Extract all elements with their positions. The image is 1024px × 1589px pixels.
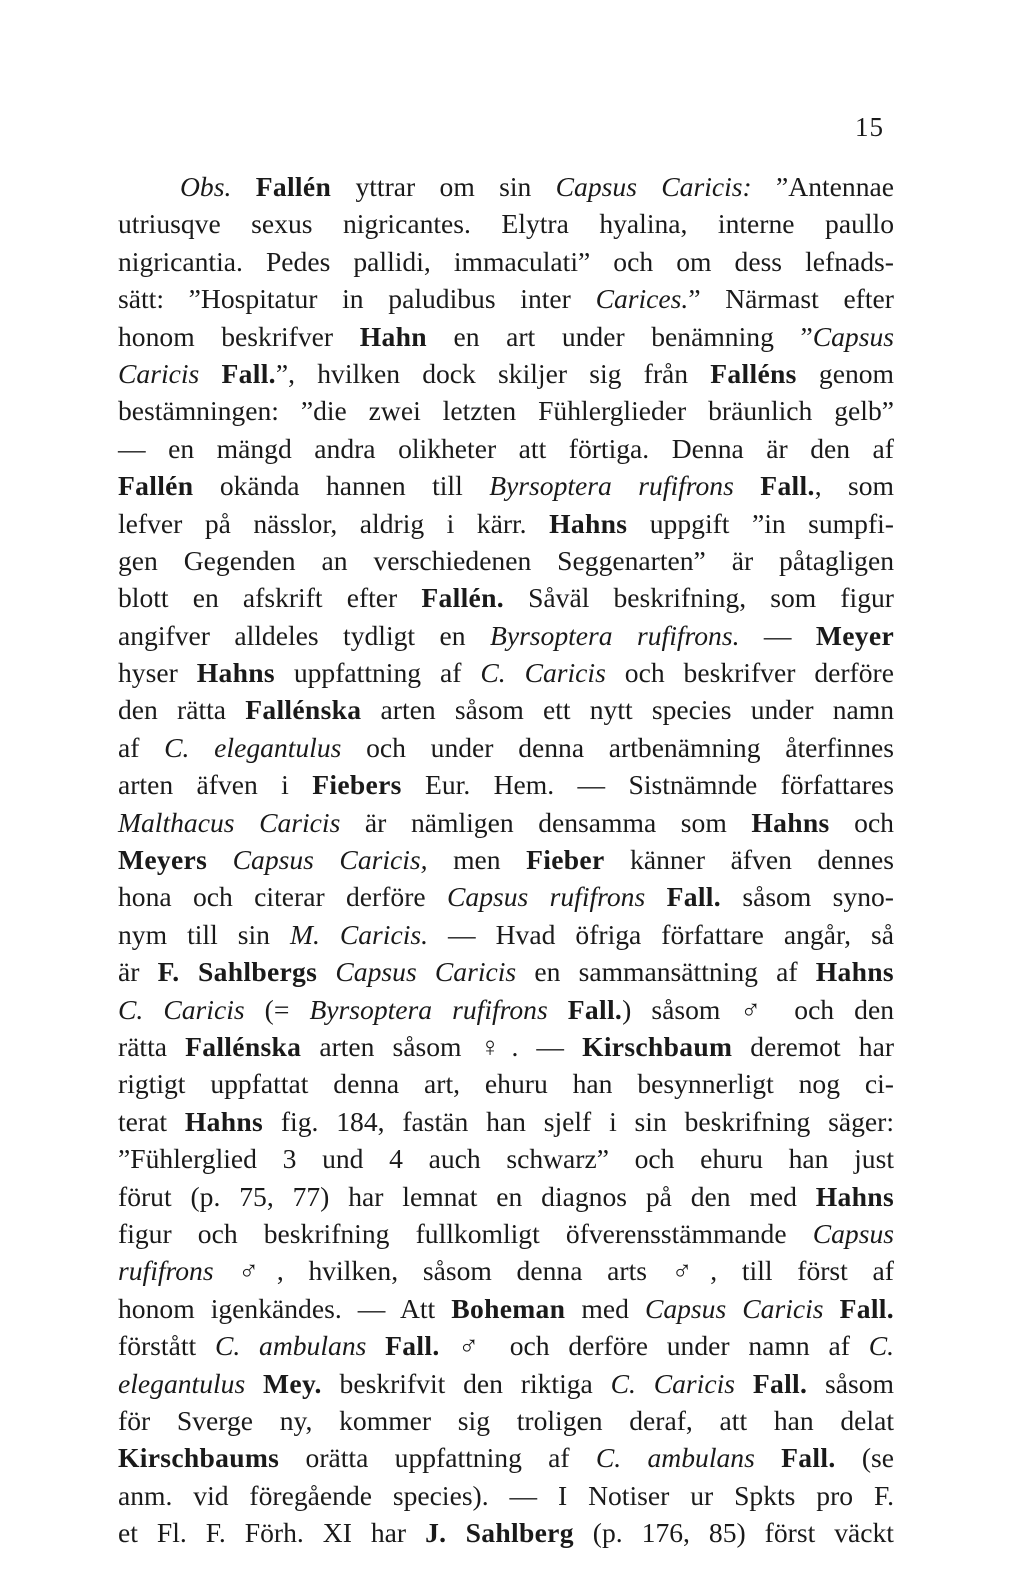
text-line: Malthacus Caricis är nämligen densamma som Hahns och	[118, 806, 894, 838]
text-line: anm. vid föregående species). — I Notiser ur Spkts pro F.	[118, 1479, 894, 1511]
text-line: elegantulus Mey. beskrifvit den riktiga C. Caricis Fall. såsom	[118, 1367, 895, 1399]
text-line: nym till sin M. Caricis. — Hvad öfriga författare angår, så	[118, 918, 894, 950]
text-line: den rätta Fallénska arten såsom ett nytt species under namn	[118, 694, 894, 726]
text-line: förstått C. ambulans Fall. ♂ och derföre under namn af C.	[118, 1330, 894, 1362]
text-line: honom igenkändes. — Att Boheman med Capsus Caricis Fall.	[118, 1292, 894, 1324]
text-line: är F. Sahlbergs Capsus Caricis en sammansättning af Hahns	[118, 956, 894, 988]
text-line: angifver alldeles tydligt en Byrsoptera rufifrons. — Meyer	[118, 619, 894, 651]
text-line: för Sverge ny, kommer sig troligen deraf, att han delat	[118, 1404, 894, 1436]
text-line: rufifrons ♂, hvilken, såsom denna arts ♂, till först af	[118, 1255, 894, 1287]
text-line: et Fl. F. Förh. XI har J. Sahlberg (p. 176, 85) först väckt	[118, 1517, 894, 1549]
text-line: förut (p. 75, 77) har lemnat en diagnos på den med Hahns	[118, 1180, 894, 1212]
text-line: lefver på nässlor, aldrig i kärr. Hahns uppgift ”in sumpfi-	[118, 507, 894, 539]
body-text	[118, 168, 894, 1551]
text-line: Fallén okända hannen till Byrsoptera rufifrons Fall., som	[118, 470, 895, 502]
page-number: 15	[855, 112, 884, 142]
text-line: hona och citerar derföre Capsus rufifrons Fall. såsom syno-	[118, 881, 894, 913]
text-line: Caricis Fall.”, hvilken dock skiljer sig från Falléns genom	[118, 357, 894, 389]
text-line: sätt: ”Hospitatur in paludibus inter Carices.” Närmast efter	[118, 283, 894, 315]
text-line: C. Caricis (= Byrsoptera rufifrons Fall.) såsom ♂ och den	[118, 993, 894, 1025]
text-line: utriusqve sexus nigricantes. Elytra hyalina, interne paullo	[118, 208, 894, 240]
text-line: Meyers Capsus Caricis, men Fieber känner äfven dennes	[118, 844, 895, 876]
text-line: blott en afskrift efter Fallén. Såväl beskrifning, som figur	[118, 582, 894, 614]
text-line: rätta Fallénska arten såsom ♀. — Kirschbaum deremot har	[118, 1030, 895, 1062]
text-line: gen Gegenden an verschiedenen Seggenarten” är påtagligen	[118, 544, 894, 576]
text-line: bestämningen: ”die zwei letzten Fühlerglieder bräunlich gelb”	[118, 395, 894, 427]
text-line: honom beskrifver Hahn en art under benämning ”Capsus	[118, 320, 894, 352]
text-line: terat Hahns fig. 184, fastän han sjelf i sin beskrifning säger:	[118, 1105, 894, 1137]
text-line: nigricantia. Pedes pallidi, immaculati” och om dess lefnads-	[118, 245, 894, 277]
text-line: af C. elegantulus och under denna artbenämning återfinnes	[118, 731, 894, 763]
text-line: figur och beskrifning fullkomligt öfverensstämmande Capsus	[118, 1217, 894, 1249]
text-line: — en mängd andra olikheter att förtiga. Denna är den af	[118, 432, 894, 464]
text-line: hyser Hahns uppfattning af C. Caricis och beskrifver derföre	[118, 657, 894, 689]
text-line: ”Fühlerglied 3 und 4 auch schwarz” och ehuru han just	[118, 1143, 894, 1175]
text-line: arten äfven i Fiebers Eur. Hem. — Sistnämnde författares	[118, 769, 894, 801]
text-line: Obs. Fallén yttrar om sin Capsus Caricis: ”Antennae	[180, 171, 895, 202]
text-line: rigtigt uppfattat denna art, ehuru han besynnerligt nog ci-	[118, 1068, 894, 1100]
text-line: Kirschbaums orätta uppfattning af C. ambulans Fall. (se	[118, 1442, 895, 1474]
